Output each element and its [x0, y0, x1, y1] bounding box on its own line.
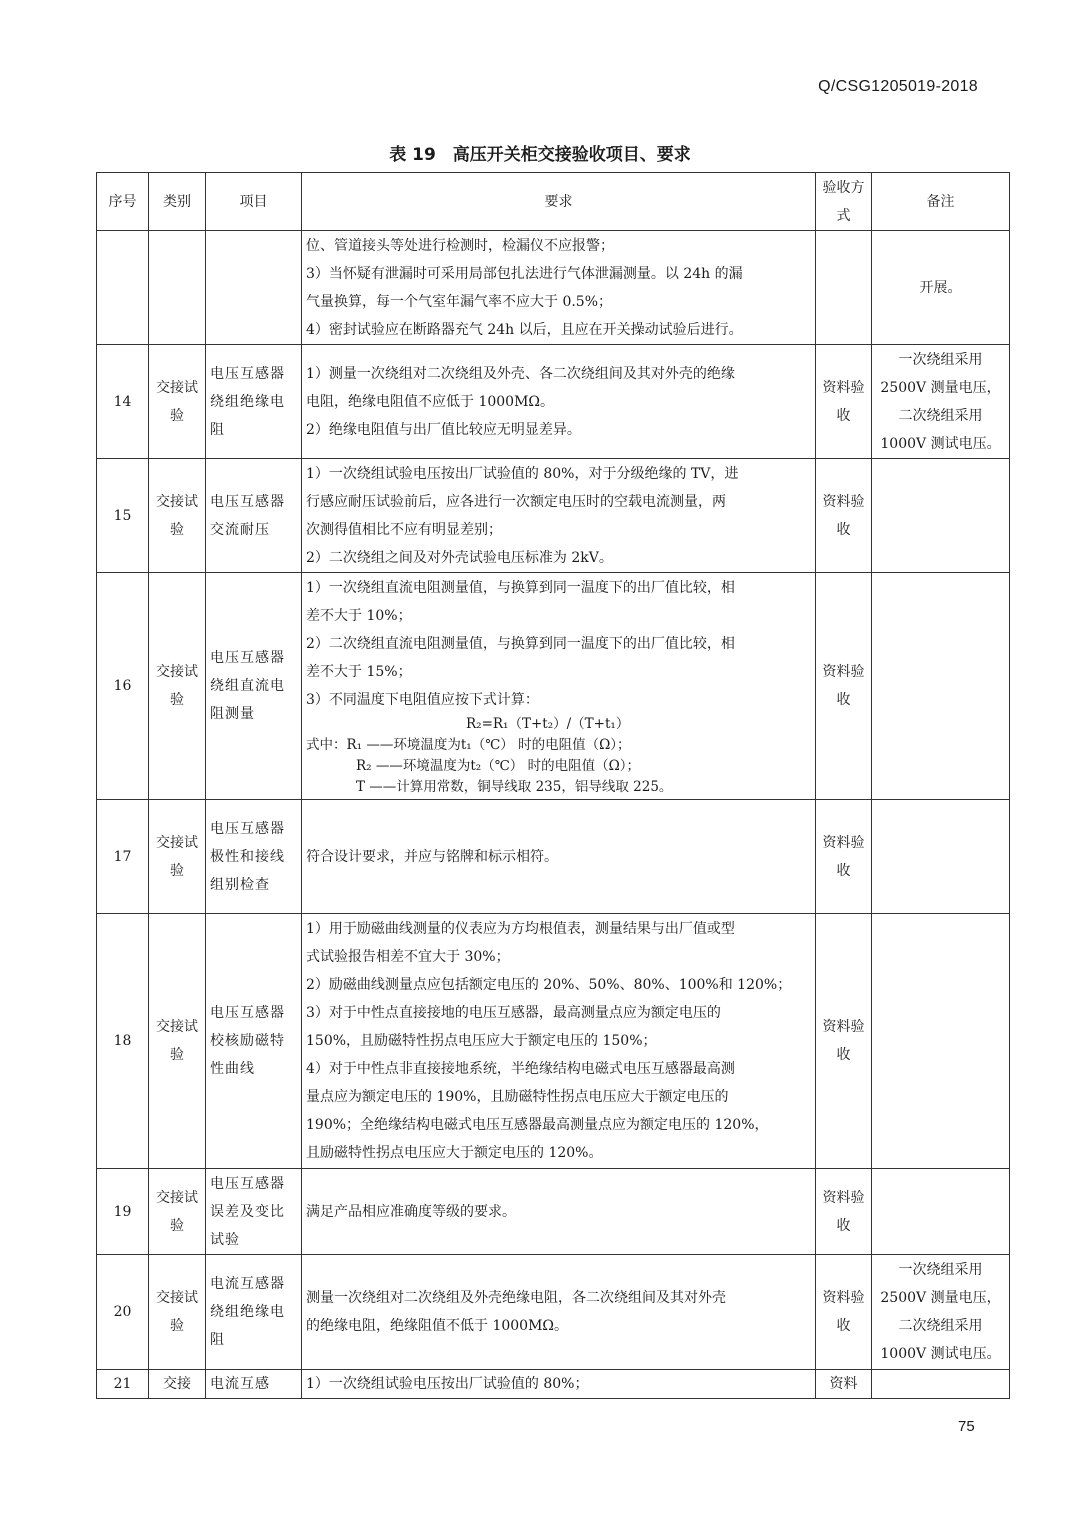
req-line: 气量换算，每一个气室年漏气率不应大于 0.5%； — [306, 293, 613, 310]
col-header-remark: 备注 — [872, 173, 1010, 231]
acceptance-table — [96, 172, 1010, 1399]
row-requirement — [302, 459, 816, 573]
row-remark: 开展。 — [872, 231, 1010, 345]
row-method — [816, 231, 872, 345]
row-requirement — [302, 1370, 816, 1399]
req-line: 行感应耐压试验前后，应各进行一次额定电压时的空载电流测量，两 — [306, 493, 726, 510]
row-remark: 一次绕组采用2500V 测量电压，二次绕组采用1000V 测试电压。 — [872, 1255, 1010, 1370]
req-line: 2）绝缘电阻值与出厂值比较应无明显差异。 — [306, 421, 581, 438]
req-line: 4）对于中性点非直接接地系统，半绝缘结构电磁式电压互感器最高测 — [306, 1061, 735, 1077]
row-method: 资料验收 — [816, 914, 872, 1169]
document-code: Q/CSG1205019-2018 — [818, 78, 978, 95]
row-category: 交接试验 — [149, 1255, 206, 1370]
row-no: 15 — [97, 459, 149, 573]
table-row — [97, 459, 1010, 573]
req-line: 190%；全绝缘结构电磁式电压互感器最高测量点应为额定电压的 120%， — [306, 1117, 769, 1133]
req-line: 差不大于 10%； — [306, 608, 412, 624]
row-requirement — [302, 1255, 816, 1370]
col-header-method: 验收方式 — [816, 173, 872, 231]
req-line: 电阻，绝缘电阻值不应低于 1000MΩ。 — [306, 393, 555, 410]
table-row — [97, 1169, 1010, 1255]
row-requirement — [302, 914, 816, 1169]
row-no: 17 — [97, 800, 149, 914]
row-item: 电压互感器交流耐压 — [206, 459, 302, 573]
table-row — [97, 1370, 1010, 1399]
row-remark — [872, 1169, 1010, 1255]
row-item: 电压互感器绕组绝缘电阻 — [206, 345, 302, 459]
req-line: 1）一次绕组直流电阻测量值，与换算到同一温度下的出厂值比较，相 — [306, 580, 735, 596]
row-remark — [872, 573, 1010, 800]
req-line: 3）不同温度下电阻值应按下式计算： — [306, 692, 539, 708]
req-line: 4）密封试验应在断路器充气 24h 以后，且应在开关操动试验后进行。 — [306, 321, 743, 338]
row-method: 资料验收 — [816, 573, 872, 800]
row-item: 电压互感器绕组直流电阻测量 — [206, 573, 302, 800]
row-category: 交接试验 — [149, 459, 206, 573]
row-remark: 一次绕组采用2500V 测量电压，二次绕组采用1000V 测试电压。 — [872, 345, 1010, 459]
row-method: 资料验收 — [816, 345, 872, 459]
table-row — [97, 345, 1010, 459]
formula-definition: 式中：R₁ ——环境温度为t₁（℃） 时的电阻值（Ω）； — [306, 737, 631, 753]
row-item: 电压互感器校核励磁特性曲线 — [206, 914, 302, 1169]
table-row — [97, 573, 1010, 800]
table-header-row — [97, 173, 1010, 231]
row-requirement — [302, 573, 816, 800]
row-no: 14 — [97, 345, 149, 459]
col-header-category: 类别 — [149, 173, 206, 231]
row-item: 电压互感器误差及变比试验 — [206, 1169, 302, 1255]
req-line: 1）一次绕组试验电压按出厂试验值的 80%，对于分级绝缘的 TV，进 — [306, 465, 739, 482]
req-line: 的绝缘电阻，绝缘阻值不低于 1000MΩ。 — [306, 1318, 569, 1334]
row-no: 18 — [97, 914, 149, 1169]
req-line: 3）当怀疑有泄漏时可采用局部包扎法进行气体泄漏测量。以 24h 的漏 — [306, 265, 743, 282]
row-remark — [872, 1370, 1010, 1399]
row-method: 资料验收 — [816, 459, 872, 573]
formula-definition: T ——计算用常数，铜导线取 235，铝导线取 225。 — [356, 779, 673, 795]
row-no: 21 — [97, 1370, 149, 1399]
row-requirement — [302, 231, 816, 345]
row-category: 交接试验 — [149, 573, 206, 800]
row-category: 交接 — [149, 1370, 206, 1399]
req-line: 式试验报告相差不宜大于 30%； — [306, 949, 510, 965]
req-line: 位、管道接头等处进行检测时，检漏仪不应报警； — [306, 237, 614, 254]
col-header-requirement: 要求 — [302, 173, 816, 231]
row-method: 资料 — [816, 1370, 872, 1399]
row-category — [149, 231, 206, 345]
row-remark — [872, 914, 1010, 1169]
table-row — [97, 800, 1010, 914]
row-requirement — [302, 345, 816, 459]
table-row — [97, 914, 1010, 1169]
row-remark — [872, 459, 1010, 573]
req-line: 1）测量一次绕组对二次绕组及外壳、各二次绕组间及其对外壳的绝缘 — [306, 365, 735, 382]
req-line: 1）用于励磁曲线测量的仪表应为方均根值表，测量结果与出厂值或型 — [306, 921, 735, 937]
row-method: 资料验收 — [816, 1255, 872, 1370]
formula-definition: R₂ ——环境温度为t₂（℃） 时的电阻值（Ω）； — [356, 758, 641, 774]
row-no: 16 — [97, 573, 149, 800]
col-header-item: 项目 — [206, 173, 302, 231]
row-requirement — [302, 1169, 816, 1255]
table-row — [97, 1255, 1010, 1370]
req-line: 差不大于 15%； — [306, 664, 412, 680]
row-requirement — [302, 800, 816, 914]
row-item: 电流互感 — [206, 1370, 302, 1399]
row-item — [206, 231, 302, 345]
req-line: 3）对于中性点直接接地的电压互感器，最高测量点应为额定电压的 — [306, 1005, 721, 1021]
req-line: 测量一次绕组对二次绕组及外壳绝缘电阻，各二次绕组间及其对外壳 — [306, 1290, 726, 1306]
table-row — [97, 231, 1010, 345]
req-line: 次测得值相比不应有明显差别； — [306, 521, 502, 538]
req-line: 符合设计要求，并应与铭牌和标示相符。 — [306, 848, 558, 865]
req-line: 2）二次绕组直流电阻测量值，与换算到同一温度下的出厂值比较，相 — [306, 636, 735, 652]
req-line: 满足产品相应准确度等级的要求。 — [306, 1203, 516, 1220]
row-method: 资料验收 — [816, 1169, 872, 1255]
row-item: 电流互感器绕组绝缘电阻 — [206, 1255, 302, 1370]
req-line: 2）励磁曲线测量点应包括额定电压的 20%、50%、80%、100%和 120%； — [306, 977, 792, 993]
row-method: 资料验收 — [816, 800, 872, 914]
row-no: 20 — [97, 1255, 149, 1370]
row-category: 交接试验 — [149, 914, 206, 1169]
row-remark — [872, 800, 1010, 914]
page-number: 75 — [958, 1418, 975, 1435]
row-item: 电压互感器极性和接线组别检查 — [206, 800, 302, 914]
resistance-formula: R₂=R₁（T+t₂）/（T+t₁） — [466, 716, 630, 732]
req-line: 量点应为额定电压的 190%，且励磁特性拐点电压应大于额定电压的 — [306, 1089, 729, 1105]
row-no: 19 — [97, 1169, 149, 1255]
req-line: 且励磁特性拐点电压应大于额定电压的 120%。 — [306, 1145, 603, 1161]
req-line: 2）二次绕组之间及对外壳试验电压标准为 2kV。 — [306, 549, 613, 566]
row-no — [97, 231, 149, 345]
col-header-no: 序号 — [97, 173, 149, 231]
req-line: 150%，且励磁特性拐点电压应大于额定电压的 150%； — [306, 1033, 657, 1049]
row-category: 交接试验 — [149, 345, 206, 459]
row-category: 交接试验 — [149, 1169, 206, 1255]
table-title: 表 19 高压开关柜交接验收项目、要求 — [389, 145, 691, 165]
req-line: 1）一次绕组试验电压按出厂试验值的 80%； — [306, 1376, 589, 1392]
row-category: 交接试验 — [149, 800, 206, 914]
